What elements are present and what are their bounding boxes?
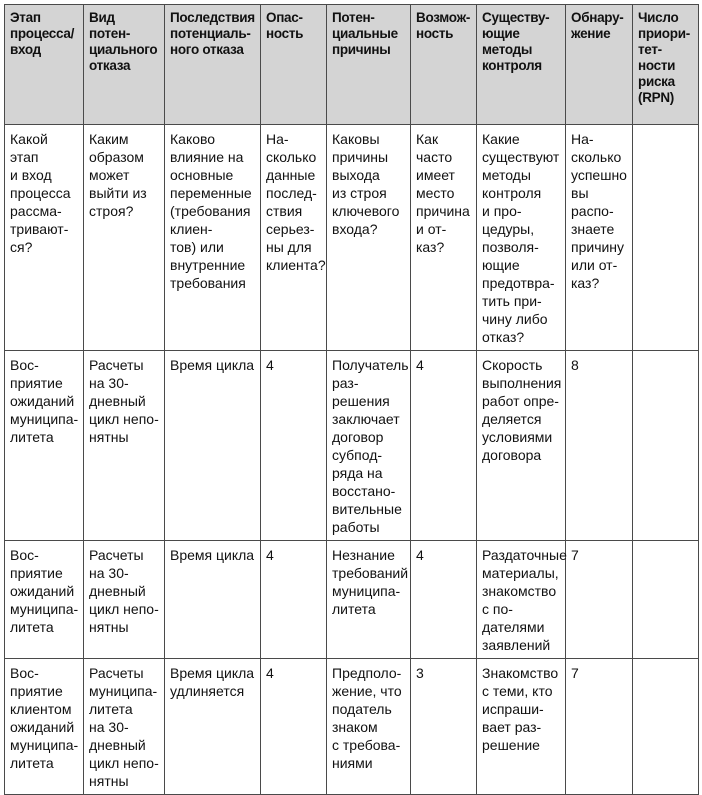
table-cell: Расчеты на 30- дневный цикл непо- нятны [84,541,165,659]
table-cell: Как часто имеет место причина и от- каз? [411,125,477,351]
table-cell: 4 [411,541,477,659]
table-cell: Раздаточные материалы, знакомство с по- дателями заявлений [477,541,566,659]
header-cell-rpn: Число приори- тет- ности риска (RPN) [633,5,699,125]
table-cell: Какие существуют методы контроля и про- цедуры, позволя- ющие предотвра- тить при- чину либо отказ? [477,125,566,351]
table-row [5,125,699,351]
table-cell [633,125,699,351]
table-header-row [5,5,699,125]
header-cell-detection: Обнару- жение [566,5,633,125]
table-cell: Расчеты на 30- дневный цикл непо- нятны [84,351,165,541]
header-cell-controls: Существу- ющие методы контроля [477,5,566,125]
table-cell: 4 [261,659,327,795]
table-cell: Скорость выполнения работ опре- деляется условиями договора [477,351,566,541]
table-cell: Время цикла [165,351,261,541]
table-cell: 7 [566,541,633,659]
table-cell: На- сколько успешно вы распо- знаете причину или от- каз? [566,125,633,351]
table-cell: Предполо- жение, что податель знаком с требова- ниями [327,659,411,795]
table-cell: 4 [411,351,477,541]
table-cell: Вос- приятие ожиданий муниципа- литета [5,541,84,659]
header-cell-causes: Потен- циальные причины [327,5,411,125]
header-cell-stage: Этап процесса/ вход [5,5,84,125]
table-row [5,541,699,659]
table-cell [633,541,699,659]
table-cell: Вос- приятие ожиданий муниципа- литета [5,351,84,541]
table-cell: 4 [261,351,327,541]
header-cell-severity: Опас- ность [261,5,327,125]
fmea-table-container [4,4,699,795]
table-row [5,351,699,541]
table-cell: Время цикла удлиняется [165,659,261,795]
table-cell: Каковы причины выхода из строя ключевого входа? [327,125,411,351]
table-cell: Знакомство с теми, кто испраши- вает раз- решение [477,659,566,795]
table-cell: Время цикла [165,541,261,659]
table-cell: 4 [261,541,327,659]
header-cell-failure-mode: Вид потен- циального отказа [84,5,165,125]
table-cell: На- сколько данные послед- ствия серьез- ны для клиента? [261,125,327,351]
header-cell-occurrence: Возмож- ность [411,5,477,125]
fmea-table [4,4,699,795]
table-cell: Незнание требований муниципа- литета [327,541,411,659]
table-cell: Получатель раз- решения заключает договор субпод- ряда на восстано- вительные работы [327,351,411,541]
table-cell: Расчеты муниципа- литета на 30- дневный цикл непо- нятны [84,659,165,795]
table-cell: 8 [566,351,633,541]
header-cell-effects: Последствия потенциаль- ного отказа [165,5,261,125]
table-cell: Каково влияние на основные переменные (требования клиен- тов) или внутренние требования [165,125,261,351]
table-cell: 7 [566,659,633,795]
table-row [5,659,699,795]
table-cell: Каким образом может выйти из строя? [84,125,165,351]
table-cell [633,659,699,795]
table-cell: Какой этап и вход процесса рассма- тривают- ся? [5,125,84,351]
table-cell [633,351,699,541]
table-cell: 3 [411,659,477,795]
table-cell: Вос- приятие клиентом ожиданий муниципа- литета [5,659,84,795]
